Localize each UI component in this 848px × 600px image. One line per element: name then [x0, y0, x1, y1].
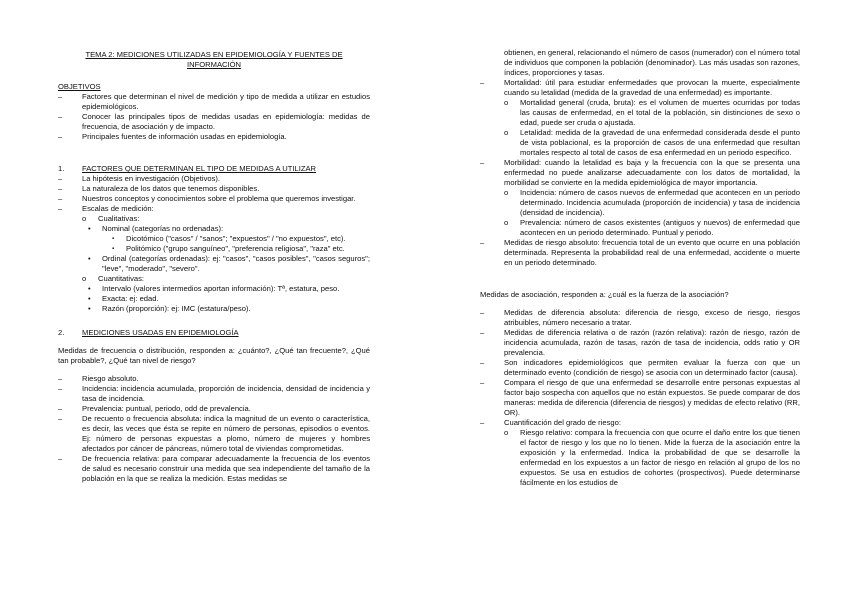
list-item: – Medidas de diferencia absoluta: diferencia de riesgo, exceso de riesgo, riesgos atribuibles, número necesario a tratar.	[480, 308, 800, 328]
list-item: • Intervalo (valores intermedios aportan información): Tª, estatura, peso.	[82, 284, 370, 294]
left-column	[58, 0, 370, 484]
list-item: ▪ Politómico ("grupo sanguíneo", "preferencia religiosa", "raza" etc.	[102, 244, 370, 254]
section-number: 2.	[58, 328, 65, 337]
list-item	[82, 224, 370, 254]
list-item	[480, 158, 800, 238]
list-item: • Razón (proporción): ej: IMC (estatura/peso).	[82, 304, 370, 314]
list-item: – Factores que determinan el nivel de medición y tipo de medida a utilizar en estudios epidemiológicos.	[58, 92, 370, 112]
list-item	[480, 418, 800, 488]
list-item: – Riesgo absoluto.	[58, 374, 370, 384]
list-item: ▪ Dicotómico ("casos" / "sanos"; "expuestos" / "no expuestos", etc).	[102, 234, 370, 244]
list-item	[480, 78, 800, 158]
list-item: o Incidencia: número de casos nuevos de enfermedad que acontecen en un periodo determinado. Incidencia acumulada (proporción de incidencia) y tasa de incidencia (densidad de incidencia).	[480, 188, 800, 218]
morbidity-sublist	[480, 188, 800, 238]
section-2-heading	[58, 328, 370, 338]
list-item: – Medidas de riesgo absoluto: frecuencia total de un evento que ocurre en una población determinada. Representa la probabilidad real de una enfermedad, accidente o muerte en un periodo determinado.	[480, 238, 800, 268]
list-item: – Compara el riesgo de que una enfermedad se desarrolle entre personas expuestas al factor bajo sospecha con aquellos que no están expuestos. Se puede comparar de dos maneras: medida de diferencia (diferencia de riesgos) y medidas de efecto relativo (RR, OR).	[480, 378, 800, 418]
list-item-text: Cualitativas:	[98, 214, 140, 223]
association-list	[480, 308, 800, 488]
nominal-list	[102, 234, 370, 254]
section-title: FACTORES QUE DETERMINAN EL TIPO DE MEDIDAS A UTILIZAR	[82, 164, 317, 173]
list-item-text: Cuantitativas:	[98, 274, 145, 283]
list-item: – De frecuencia relativa: para comparar adecuadamente la frecuencia de los eventos de salud es necesario construir una medida que sea independiente del tamaño de la población en la que se realiza la medición. Estas medidas se	[58, 454, 370, 484]
list-item: • Exacta: ej: edad.	[82, 294, 370, 304]
list-item-text: Mortalidad: útil para estudiar enfermedades que provocan la muerte, especialmente cuando su letalidad (medida de la gravedad de una enfermedad) es importante.	[504, 78, 800, 97]
list-item: – Medidas de diferencia relativa o de razón (razón relativa): razón de riesgo, razón de incidencia acumulada, razón de tasas, razón de tasa de incidencia, odds ratio y OR prevalencia.	[480, 328, 800, 358]
objectives-list	[58, 92, 370, 142]
list-item: – Conocer las principales tipos de medidas usadas en epidemiología: medidas de frecuencia, de asociación y de impacto.	[58, 112, 370, 132]
list-item-text: Cuantificación del grado de riesgo:	[504, 418, 621, 427]
section-title: MEDICIONES USADAS EN EPIDEMIOLOGÍA	[82, 328, 239, 337]
list-item: o Prevalencia: número de casos existentes (antiguos y nuevos) de enfermedad que acontecen en un periodo determinado. Puntual y periodo.	[480, 218, 800, 238]
qualitative-list	[82, 224, 370, 274]
scales-list	[58, 214, 370, 314]
list-item: – Incidencia: incidencia acumulada, proporción de incidencia, densidad de incidencia y tasa de incidencia.	[58, 384, 370, 404]
mortality-morbidity-list	[480, 78, 800, 268]
list-item: o Riesgo relativo: compara la frecuencia con que ocurre el daño entre los que tienen el factor de riesgo y los que no lo tienen. Mide la fuerza de la asociación entre la exposición y la enfermedad. Indica la probabilidad de que se desarrolle la enfermedad en los expuestos a un factor de riesgo en relación al grupo de los no expuestos. Se usa en estudios de cohortes (prospectivos). Puede determinarse fácilmente en los estudios de	[480, 428, 800, 488]
mortality-sublist	[480, 98, 800, 158]
risk-quantification-list	[480, 428, 800, 488]
section-1-list	[58, 174, 370, 314]
objectives-heading: OBJETIVOS	[58, 82, 101, 91]
list-item-text: Escalas de medición:	[82, 204, 154, 213]
list-item: • Ordinal (categorías ordenadas): ej: "casos", "casos posibles", "casos seguros"; "leve", "moderado", "severo".	[82, 254, 370, 274]
quantitative-list	[82, 284, 370, 314]
section-number: 1.	[58, 164, 65, 173]
frequency-list	[58, 374, 370, 484]
frequency-intro: Medidas de frecuencia o distribución, responden a: ¿cuánto?, ¿Qué tan frecuente?, ¿Qué tan probable?, ¿Qué tan nivel de riesgo?	[58, 346, 370, 365]
list-item	[58, 204, 370, 314]
list-item: – Principales fuentes de información usadas en epidemiología.	[58, 132, 370, 142]
list-item: o Mortalidad general (cruda, bruta): es el volumen de muertes ocurridas por todas las causas de enfermedad, en el total de la población, sin distinciones de sexo o edad, puede ser cruda o ajustada.	[480, 98, 800, 128]
list-item: – De recuento o frecuencia absoluta: indica la magnitud de un evento o característica, es decir, las veces que ésta se repite en número de personas, episodios o eventos. Ej: número de personas expuestas a plomo, número de mujeres y hombres afectados por cáncer de páncreas, número total de viviendas comprometidas.	[58, 414, 370, 454]
section-1-heading	[58, 164, 370, 174]
list-item	[58, 274, 370, 314]
document-title: TEMA 2: MEDICIONES UTILIZADAS EN EPIDEMIOLOGÍA Y FUENTES DE INFORMACIÓN	[85, 50, 343, 69]
continuation-paragraph: obtienen, en general, relacionando el número de casos (numerador) con el número total de individuos que componen la población (denominador). Las más usadas son razones, índices, proporciones y tasas.	[504, 48, 800, 77]
list-item	[58, 214, 370, 274]
right-column	[480, 0, 800, 488]
list-item: – Prevalencia: puntual, periodo, odd de prevalencia.	[58, 404, 370, 414]
association-intro: Medidas de asociación, responden a: ¿cuál es la fuerza de la asociación?	[480, 290, 729, 299]
list-item-text: Nominal (categorías no ordenadas):	[102, 224, 224, 233]
list-item-text: Morbilidad: cuando la letalidad es baja y la frecuencia con la que se presenta una enfermedad no puede analizarse adecuadamente con los datos de mortalidad, la morbilidad se convierte en la medida epidemiológica de mayor importancia.	[504, 158, 800, 187]
list-item: – La naturaleza de los datos que tenemos disponibles.	[58, 184, 370, 194]
list-item: – Nuestros conceptos y conocimientos sobre el problema que queremos investigar.	[58, 194, 370, 204]
list-item: – La hipótesis en investigación (Objetivos).	[58, 174, 370, 184]
list-item: o Letalidad: medida de la gravedad de una enfermedad considerada desde el punto de vista poblacional, es la proporción de casos de una enfermedad que resultan mortales respecto al total de casos de esa enfermedad en un periodo especifico.	[480, 128, 800, 158]
list-item: – Son indicadores epidemiológicos que permiten evaluar la fuerza con que un determinado evento (condición de riesgo) se asocia con un determinado factor (causa).	[480, 358, 800, 378]
